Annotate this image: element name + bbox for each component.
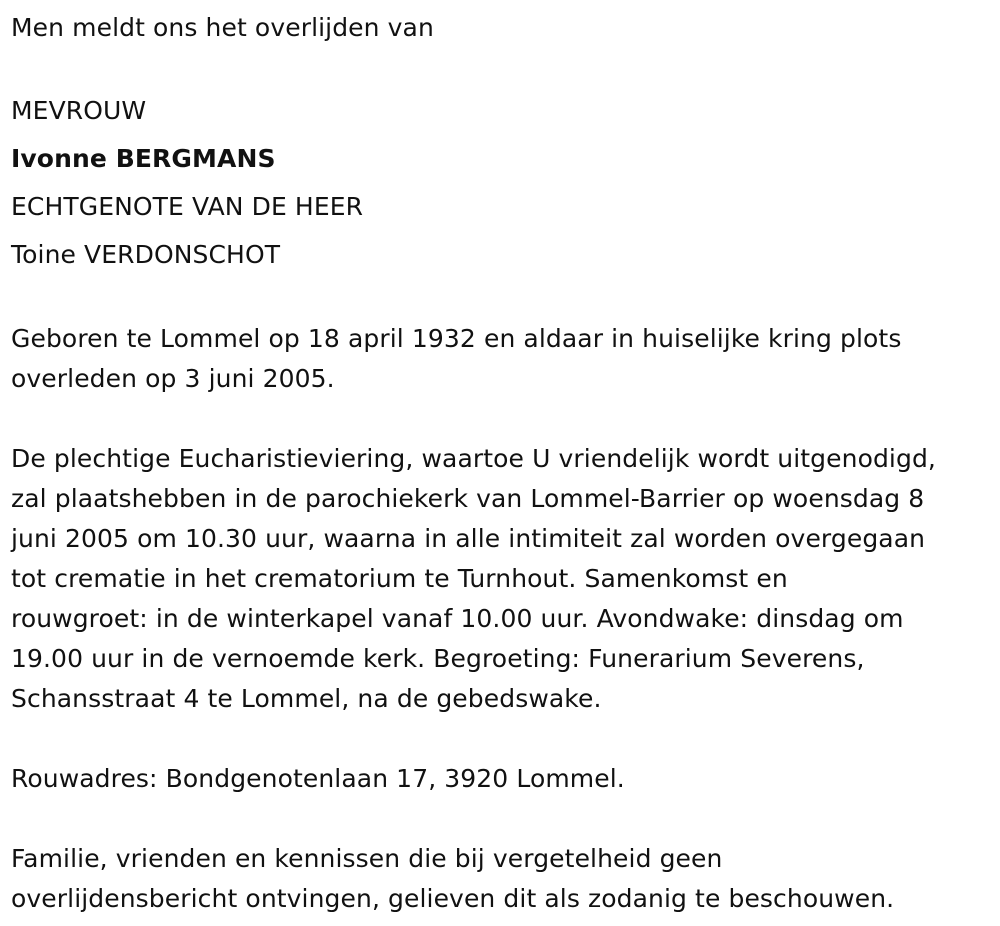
deceased-block — [11, 87, 1000, 279]
paragraph-line: tot crematie in het crematorium te Turnhout. Samenkomst en — [11, 564, 788, 593]
mourning-address: Rouwadres: Bondgenotenlaan 17, 3920 Lommel. — [11, 764, 625, 793]
paragraph-line: 19.00 uur in de vernoemde kerk. Begroeting: Funerarium Severens, — [11, 644, 865, 673]
paragraph-line: De plechtige Eucharistieviering, waartoe U vriendelijk wordt uitgenodigd, — [11, 444, 936, 473]
ceremony-paragraph — [11, 439, 1000, 719]
paragraph-line: juni 2005 om 10.30 uur, waarna in alle intimiteit zal worden overgegaan — [11, 524, 926, 553]
spouse-name: Toine VERDONSCHOT — [11, 240, 281, 269]
paragraph-line: Schansstraat 4 te Lommel, na de gebedswake. — [11, 684, 602, 713]
paragraph-line: rouwgroet: in de winterkapel vanaf 10.00 uur. Avondwake: dinsdag om — [11, 604, 904, 633]
intro-text: Men meldt ons het overlijden van — [11, 13, 434, 42]
address-paragraph — [11, 759, 1000, 799]
paragraph-line: zal plaatshebben in de parochiekerk van Lommel-Barrier op woensdag 8 — [11, 484, 925, 513]
deceased-title: MEVROUW — [11, 96, 147, 125]
birth-death-paragraph — [11, 319, 1000, 399]
paragraph-line: Familie, vrienden en kennissen die bij vergetelheid geen — [11, 844, 723, 873]
deceased-relation: ECHTGENOTE VAN DE HEER — [11, 192, 364, 221]
paragraph-line: overlijdensbericht ontvingen, gelieven dit als zodanig te beschouwen. — [11, 884, 895, 913]
paragraph-line: overleden op 3 juni 2005. — [11, 364, 335, 393]
paragraph-line: Geboren te Lommel op 18 april 1932 en aldaar in huiselijke kring plots — [11, 324, 902, 353]
closing-paragraph — [11, 839, 1000, 919]
deceased-name: Ivonne BERGMANS — [11, 144, 276, 173]
